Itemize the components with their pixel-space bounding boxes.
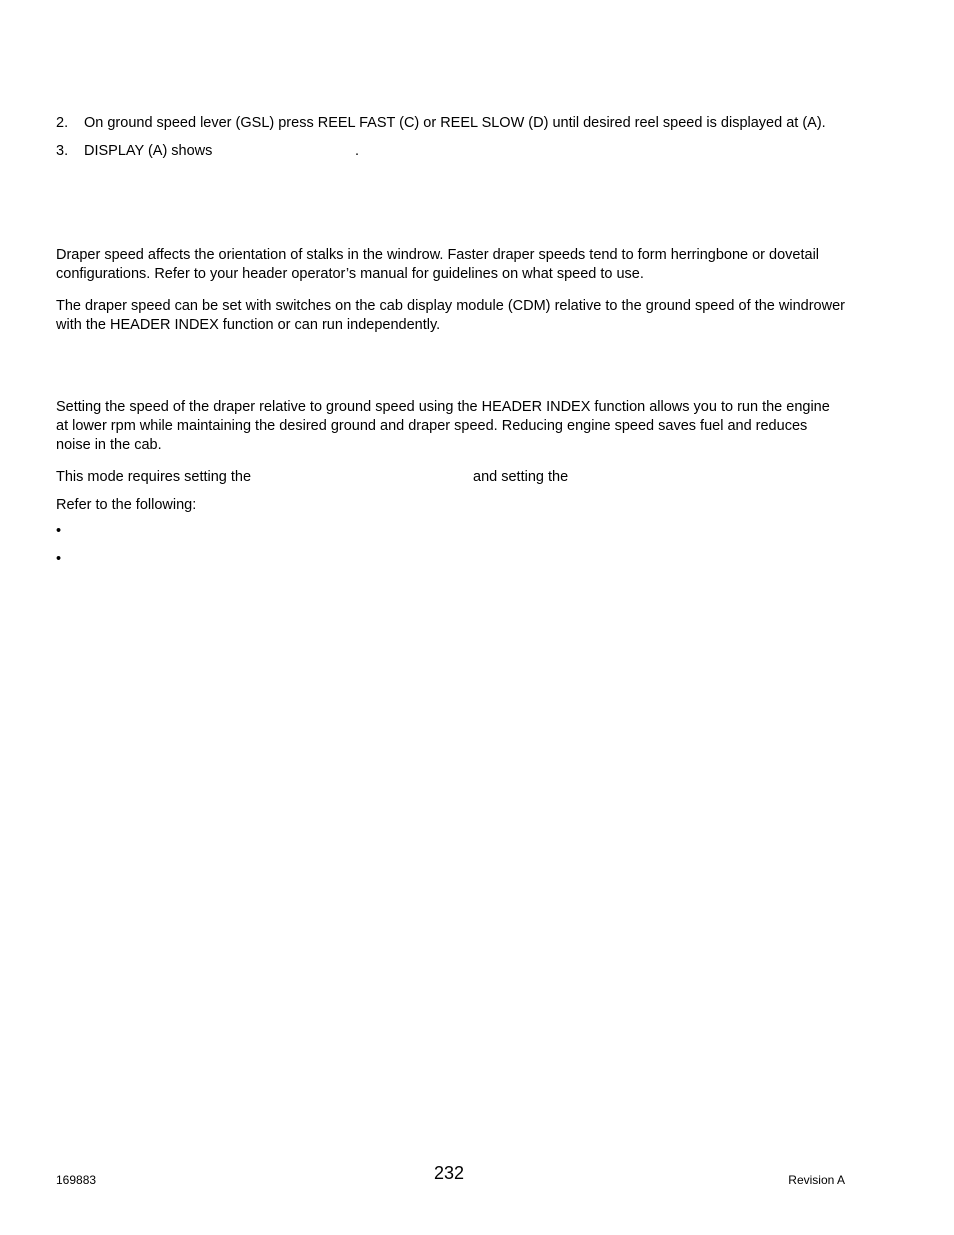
step-text-start: DISPLAY (A) shows <box>84 143 213 159</box>
mode-text-middle: and setting the <box>473 469 569 485</box>
bullet-list <box>56 522 845 578</box>
paragraph: The draper speed can be set with switches on the cab display module (CDM) relative to the ground speed of the windrower with the HEADER INDEX function or can run independently. <box>56 298 845 333</box>
paragraph: Draper speed affects the orientation of stalks in the windrow. Faster draper speeds tend to form herringbone or dovetail configurations. Refer to your header operator’s manual for guidelines on what speed to use. <box>56 247 820 282</box>
step-text <box>84 142 845 161</box>
refer-line <box>56 496 845 515</box>
mode-requirement-line <box>56 468 845 487</box>
document-number: 169883 <box>56 1173 97 1187</box>
step-text: On ground speed lever (GSL) press REEL FAST (C) or REEL SLOW (D) until desired reel speed is displayed at (A). <box>84 115 826 131</box>
page-number: 232 <box>434 1163 465 1183</box>
header-index-section <box>56 398 845 524</box>
paragraph: Setting the speed of the draper relative to ground speed using the HEADER INDEX function allows you to run the engine at lower rpm while maintaining the desired ground and draper speed. Reducing engine speed saves fuel and reduces noise in the cab. <box>56 399 830 453</box>
refer-text: Refer to the following: <box>56 497 197 513</box>
bullet-item: • <box>56 551 62 567</box>
step-number: 2. <box>56 115 69 131</box>
revision-label: Revision A <box>788 1173 845 1187</box>
step-item <box>56 114 845 133</box>
step-text-end: . <box>355 143 360 159</box>
step-number: 3. <box>56 143 69 159</box>
bullet-item: • <box>56 523 62 539</box>
step-list <box>56 114 845 170</box>
mode-text-start: This mode requires setting the <box>56 469 252 485</box>
draper-speed-section <box>56 246 845 348</box>
page-footer <box>56 1164 845 1190</box>
step-item <box>56 142 845 161</box>
